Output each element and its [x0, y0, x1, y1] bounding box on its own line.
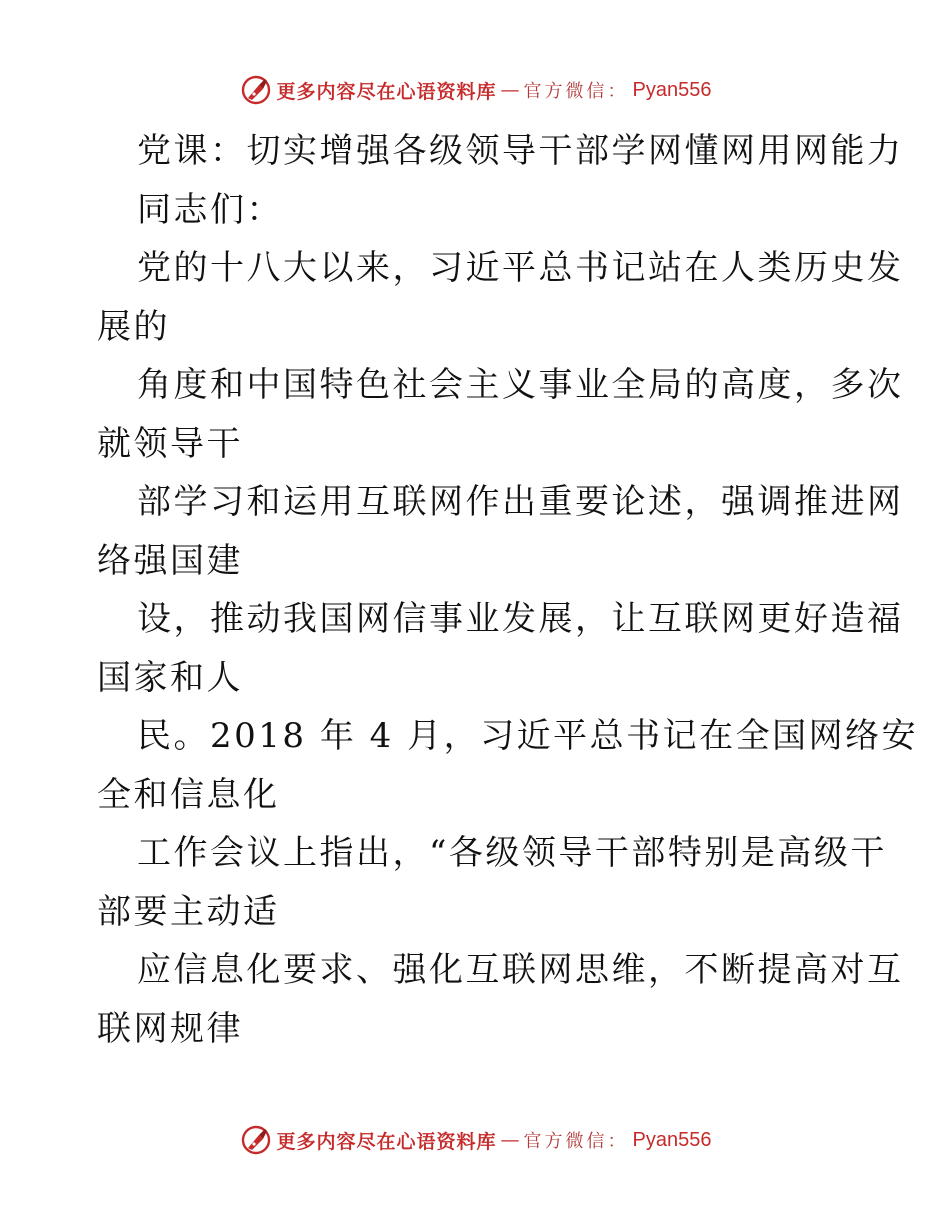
- body-text-line: 工作会议上指出，“各级领导干部特别是高级干: [137, 833, 887, 873]
- watermark-separator: —: [500, 79, 520, 101]
- body-text-line: 角度和中国特色社会主义事业全局的高度，多次: [137, 365, 904, 405]
- watermark-separator: —: [500, 1129, 520, 1151]
- watermark-wechat-label: 官方微信：: [523, 81, 629, 102]
- body-text-line: 部学习和运用互联网作出重要论述，强调推进网: [137, 482, 904, 522]
- watermark-brand: 更多内容尽在心语资料库: [276, 80, 497, 103]
- body-text-line: 民。2018 年 4 月，习近平总书记在全国网络安: [137, 716, 919, 756]
- body-text-line: 部要主动适: [97, 891, 280, 932]
- body-text-line: 全和信息化: [97, 774, 280, 815]
- header-watermark: [0, 70, 950, 110]
- document-body: [97, 122, 919, 1058]
- body-text-line: 络强国建: [97, 540, 243, 581]
- body-text-line: 就领导干: [97, 423, 243, 464]
- body-text-line: 同志们：: [137, 189, 283, 230]
- body-text-line: 国家和人: [97, 657, 243, 698]
- document-title: 党课：切实增强各级领导干部学网懂网用网能力: [137, 131, 904, 171]
- body-text-line: 展的: [97, 306, 170, 347]
- watermark-brand: 更多内容尽在心语资料库: [276, 1130, 497, 1153]
- watermark-wechat-id: Pyan556: [632, 78, 712, 101]
- body-text-line: 应信息化要求、强化互联网思维，不断提高对互: [137, 950, 904, 990]
- watermark-wechat-label: 官方微信：: [523, 1131, 629, 1152]
- watermark-wechat-id: Pyan556: [632, 1128, 712, 1151]
- body-text-line: 设，推动我国网信事业发展，让互联网更好造福: [137, 599, 904, 639]
- footer-watermark: [0, 1120, 950, 1160]
- body-text-line: 党的十八大以来，习近平总书记站在人类历史发: [137, 248, 904, 288]
- pen-nib-icon: [239, 73, 273, 107]
- body-text-line: 联网规律: [97, 1008, 243, 1049]
- pen-nib-icon: [239, 1123, 273, 1157]
